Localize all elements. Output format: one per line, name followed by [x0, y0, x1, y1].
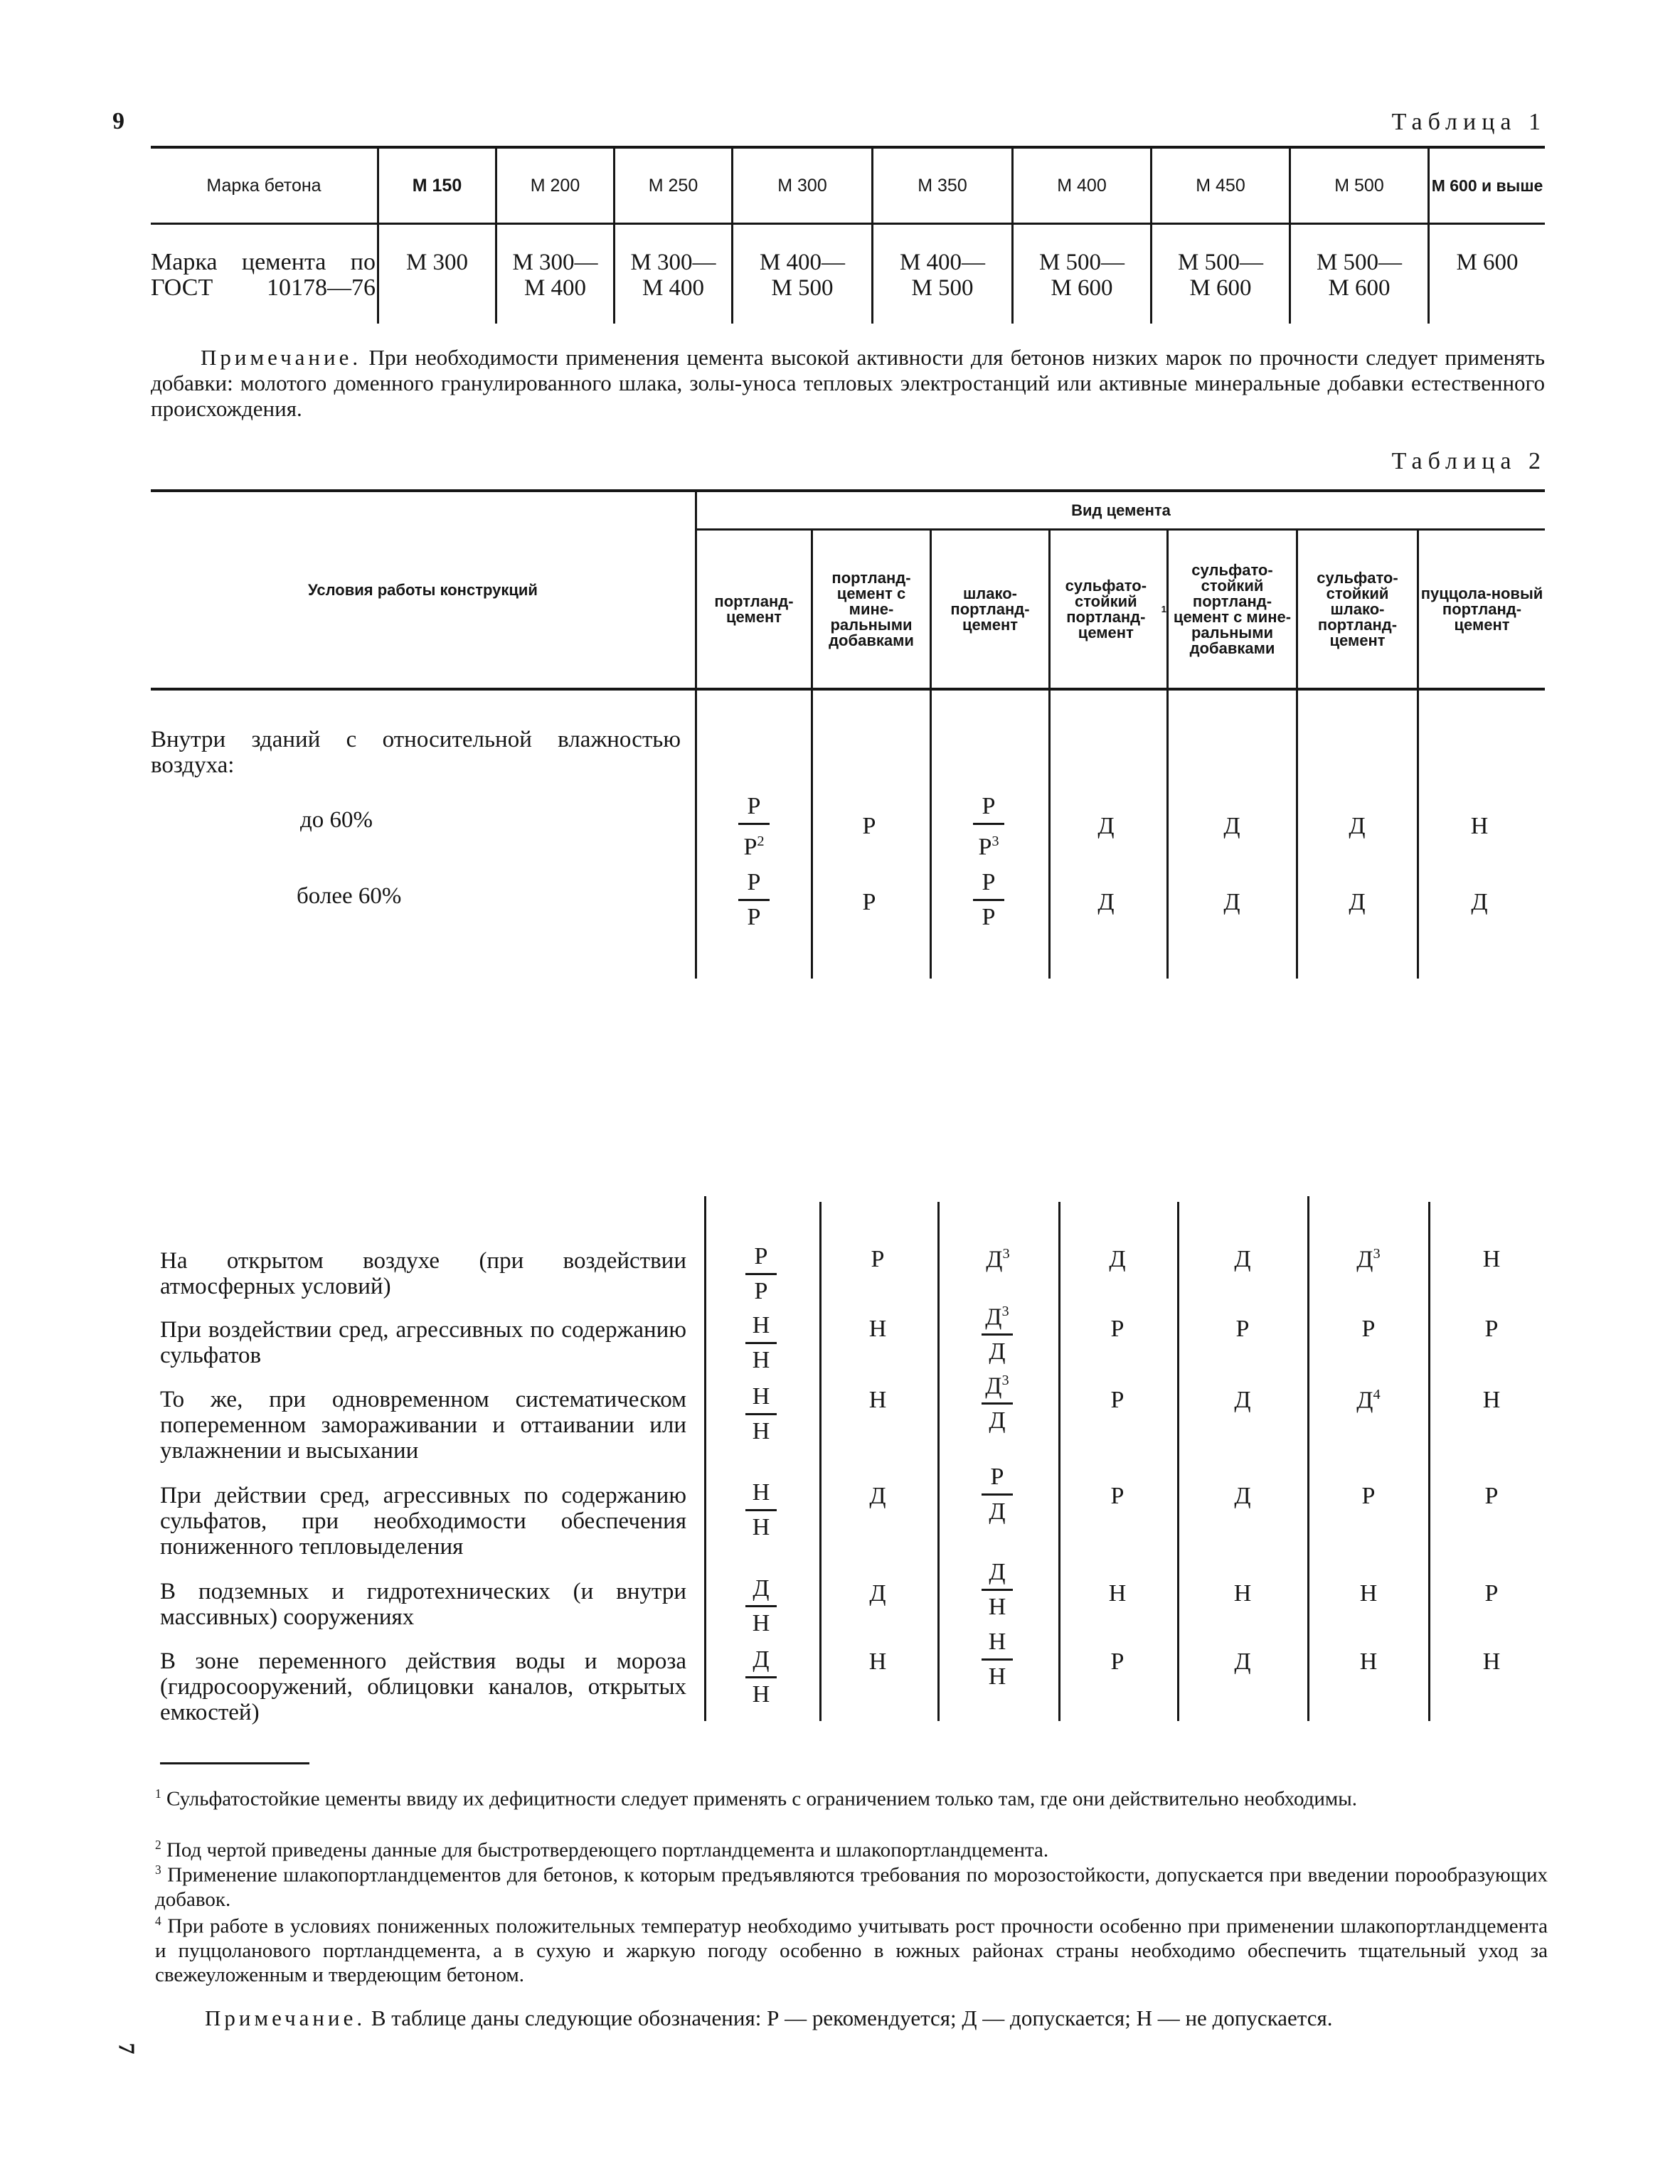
table1-value: М 300— М 400 — [512, 250, 598, 301]
note2 — [155, 2005, 1548, 2031]
table2-cell: Н — [1359, 1648, 1378, 1675]
table2-cell: Д — [1097, 889, 1115, 915]
table2-cell: Д — [1223, 813, 1240, 839]
note1-label: Примечание. — [201, 345, 362, 370]
table2-cell: Н — [1482, 1648, 1501, 1675]
table2-cell: Н — [1470, 813, 1489, 839]
table2-cell: Д — [1234, 1648, 1251, 1675]
table2-cell: Р — [1361, 1483, 1376, 1509]
table2-cell: Р — [1484, 1483, 1499, 1509]
table2-cell-fraction: Р Д — [969, 1464, 1026, 1525]
table1-col-m600: М 600 и выше — [1431, 176, 1543, 195]
table1-caption: Таблица 1 — [1391, 109, 1546, 135]
table2-col-portland-mineral: портланд-цемент с мине-ральными добавками — [829, 568, 914, 649]
table2-cell-fraction: $Д^3$ Д — [969, 1367, 1026, 1434]
table2-row-label: более 60% — [297, 883, 402, 909]
table2-cell-fraction: Н Н — [733, 1312, 790, 1374]
table2-cell-fraction: Д Н — [733, 1646, 790, 1708]
table2-cell-fraction: Д Н — [969, 1559, 1026, 1621]
table1-value: М 400— М 500 — [759, 250, 846, 301]
table2-group-header: Вид цемента — [1071, 501, 1171, 519]
table2-cell: Р — [1110, 1483, 1125, 1509]
table1-col-m300: М 300 — [777, 175, 827, 196]
table2-cell: Н — [1482, 1246, 1501, 1272]
table1-col-m500: М 500 — [1334, 175, 1384, 196]
table2-cell: Р — [1110, 1316, 1125, 1342]
table1-row-label: Марка цемента по ГОСТ 10178—76 — [151, 249, 376, 301]
footnote-1: $^1$ Сульфатостойкие цементы ввиду их дефицитности следует применять с ограничением только там, где они действительно необходимы. — [155, 1786, 1357, 1811]
table2-col-sulfate-portland-mineral: сульфато-стойкий портланд-цемент с мине-ральными добавками — [1173, 560, 1292, 657]
table2-cell: Р — [862, 813, 876, 839]
table2-cell-fraction: Р Р — [733, 1243, 790, 1305]
table2-cell-fraction: Н Н — [733, 1383, 790, 1445]
table1-value: М 300 — [405, 250, 469, 275]
footnote-4: $^4$ При работе в условиях пониженных положительных температур необходимо учитывать рост прочности особенно при применении шлакопортландцемента и пуццоланового портландцемента, а в сухую и жаркую погоду особенно в южных районах страны необходимо обеспечить тщательный уход за свежеуложенным и твердеющим бетоном. — [155, 1914, 1548, 1986]
table2-cell-fraction: $Д^3$ Д — [969, 1298, 1026, 1365]
table2-cell: Д — [1471, 889, 1488, 915]
table2-cell: Р — [1484, 1580, 1499, 1607]
table1-col-m450: М 450 — [1196, 175, 1245, 196]
table2-row-label: При действии сред, агрессивных по содержанию сульфатов, при необходимости обеспечения пониженного тепловыделения — [160, 1483, 686, 1560]
table2-col-pozzolanic-portland: пуццола-новый портланд-цемент — [1420, 584, 1543, 634]
table1-value: М 300— М 400 — [630, 250, 716, 301]
table2-row-label: На открытом воздухе (при воздействии атмосферных условий) — [160, 1248, 686, 1299]
table2-col-sulfate-portland: сульфато-стойкий портланд-цемент 1 — [1065, 576, 1166, 641]
table1 — [151, 146, 1545, 324]
table2-cell-fraction: Р $Р^3$ — [960, 793, 1017, 861]
table2-col0-header: Условия работы конструкций — [308, 580, 538, 599]
table1-col-m250: М 250 — [648, 175, 698, 196]
table2-intro: Внутри зданий с относительной влажностью воздуха: — [151, 727, 681, 778]
table2-cell: Р — [1110, 1648, 1125, 1675]
table2-row-label: В подземных и гидротехнических (и внутри массивных) сооружениях — [160, 1579, 686, 1630]
table2-cell-fraction: Р $Р^2$ — [725, 793, 782, 861]
footnote-2: $^2$ Под чертой приведены данные для быстротвердеющего портландцемента и шлакопортландцемента. — [155, 1838, 1049, 1862]
table2-row-label: То же, при одновременном систематическом попеременном замораживании и оттаивании или увлажнении и высыхании — [160, 1387, 686, 1464]
table1-col-m400: М 400 — [1057, 175, 1107, 196]
table2-cell: Д — [869, 1483, 886, 1509]
table2-cell: Н — [868, 1387, 887, 1413]
table2-cell: Р — [862, 889, 876, 915]
table2-cell: Д — [869, 1580, 886, 1607]
table2-cell-fraction: Н Н — [969, 1629, 1026, 1690]
table2-col-portlandcement: портланд-цемент — [714, 592, 794, 626]
note1 — [151, 345, 1545, 422]
table2-cell: Д — [1223, 889, 1240, 915]
table2-row-label: В зоне переменного действия воды и мороза (гидросооружений, облицовки каналов, открытых емкостей) — [160, 1648, 686, 1725]
table2-cell: Д — [1349, 889, 1366, 915]
table2-cell: Р — [1484, 1316, 1499, 1342]
table2-cell: Р — [1235, 1316, 1250, 1342]
table2-cell: $Д^3$ — [1356, 1246, 1381, 1273]
note1-text: При необходимости применения цемента высокой активности для бетонов низких марок по прочности следует применять добавки: молотого доменного гранулированного шлака, золы-уноса тепловых электростанций или активные минеральные добавки естественного происхождения. — [151, 345, 1545, 421]
footnote-rule — [160, 1762, 309, 1764]
table2-header — [151, 489, 1545, 696]
table2-row-label: до 60% — [300, 807, 373, 833]
table2-cell: Д — [1234, 1387, 1251, 1413]
table2-cell: Р — [871, 1246, 885, 1272]
table2-cell: Н — [1482, 1387, 1501, 1413]
table1-row-header: Марка бетона — [206, 175, 321, 196]
table2-cell-fraction: Н Н — [733, 1479, 790, 1541]
table2-cell: Н — [1108, 1580, 1127, 1607]
table2-cell: Н — [1359, 1580, 1378, 1607]
table2-cell: $Д^3$ — [986, 1246, 1010, 1273]
table1-value: М 400— М 500 — [899, 250, 986, 301]
table2-cell: Н — [868, 1648, 887, 1675]
table1-value: М 600 — [1456, 250, 1519, 275]
table2-cell: Д — [1234, 1246, 1251, 1272]
table1-col-m150: М 150 — [412, 175, 462, 196]
table1-col-m350: М 350 — [918, 175, 967, 196]
table1-value: М 500— М 600 — [1316, 250, 1403, 301]
table2-cell: Р — [1361, 1316, 1376, 1342]
note2-label: Примечание. — [205, 2005, 366, 2030]
table2-cell: Р — [1110, 1387, 1125, 1413]
table2-cell: Н — [868, 1316, 887, 1342]
table2-cell: Н — [1233, 1580, 1252, 1607]
table2-col-slag-portland: шлако-портланд-цемент — [950, 584, 1030, 634]
footnote-3: $^3$ Применение шлакопортландцементов для бетонов, к которым предъявляются требования по морозостойкости, допускается при введении порообразующих добавок. — [155, 1863, 1548, 1911]
table2-col-sulfate-slag-portland: сульфато-стойкий шлако-портланд-цемент — [1317, 568, 1398, 649]
table2-cell: $Д^4$ — [1356, 1387, 1381, 1414]
table2-row-label: При воздействии сред, агрессивных по содержанию сульфатов — [160, 1317, 686, 1368]
table1-col-m200: М 200 — [530, 175, 580, 196]
table1-value: М 500— М 600 — [1177, 250, 1264, 301]
table2-cell: Д — [1234, 1483, 1251, 1509]
table2-cell: Д — [1097, 813, 1115, 839]
table2-cell-fraction: Р Р — [960, 869, 1017, 931]
page-number-top: 6 — [112, 107, 124, 134]
note2-text: В таблице даны следующие обозначения: Р — рекомендуется; Д — допускается; Н — не допускается. — [371, 2005, 1333, 2030]
table1-value: М 500— М 600 — [1038, 250, 1125, 301]
table2-cell-fraction: Д Н — [733, 1575, 790, 1637]
table2-cell: Д — [1109, 1246, 1126, 1272]
table2-caption: Таблица 2 — [1391, 448, 1546, 474]
table2-cell-fraction: Р Р — [725, 869, 782, 931]
table2-cell: Д — [1349, 813, 1366, 839]
page-number-bottom: 7 — [114, 2042, 140, 2055]
